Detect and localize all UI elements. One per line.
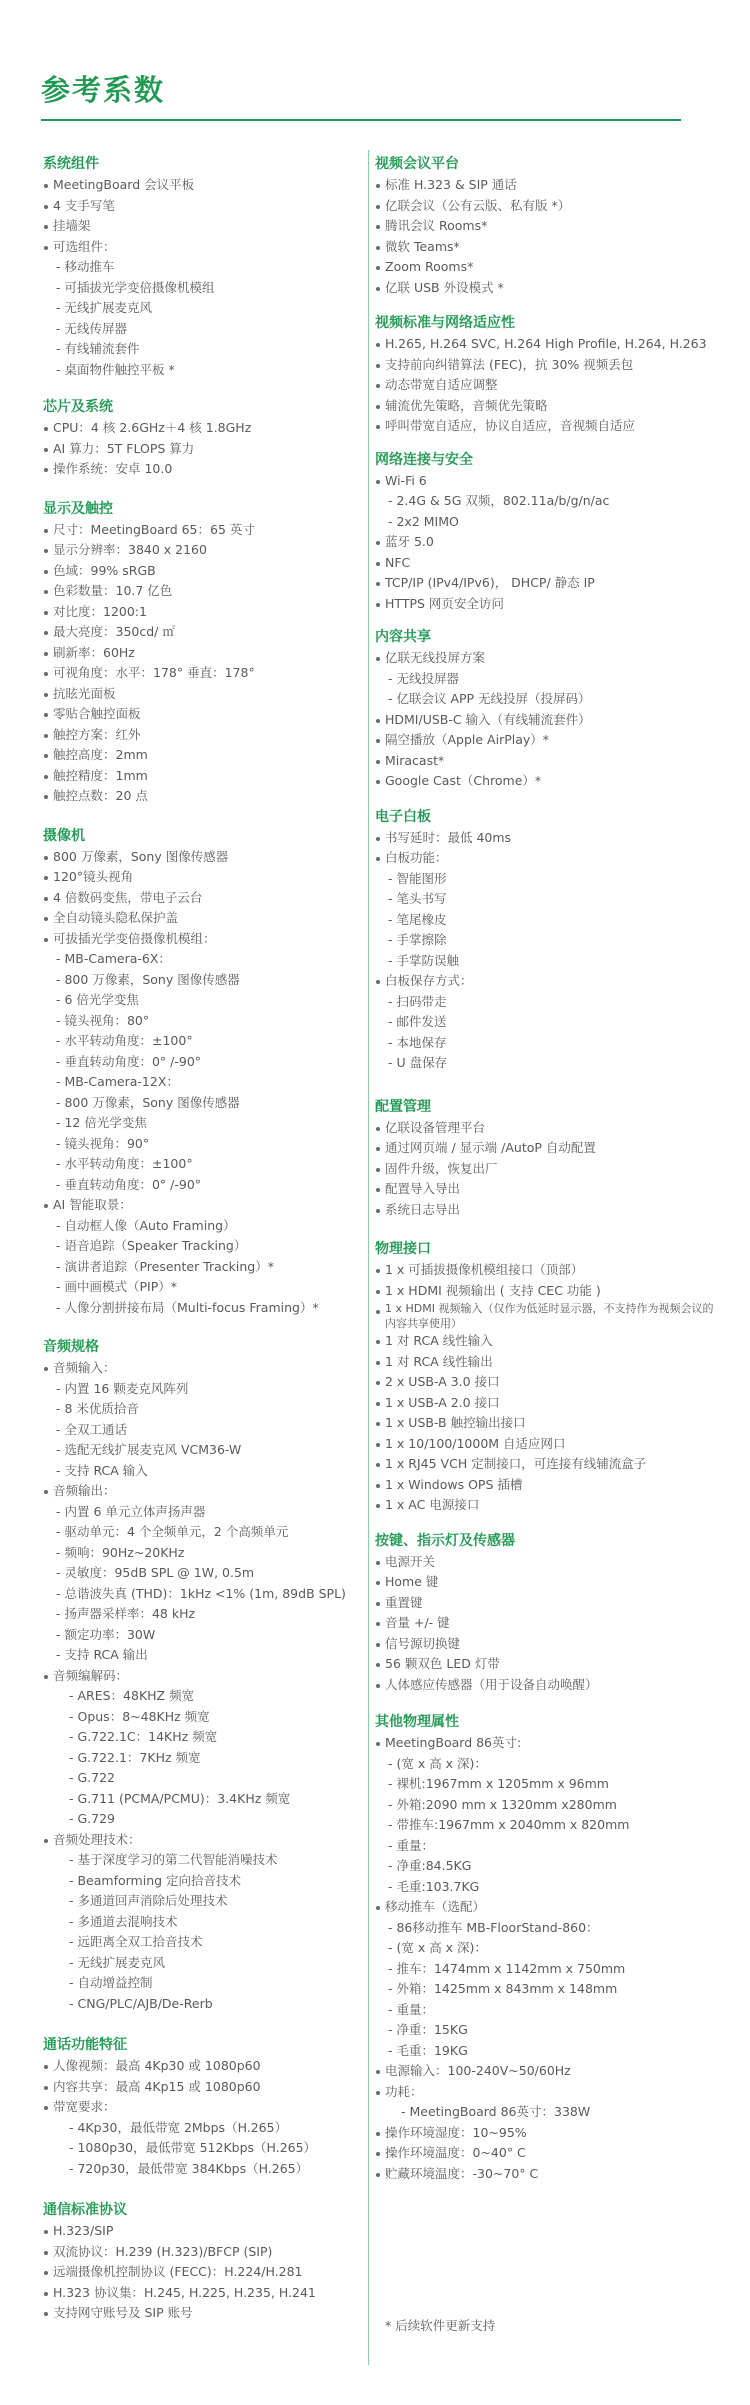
spec-subitem: - 无线传屏器 xyxy=(56,320,127,336)
spec-subitem: - 手掌擦除 xyxy=(388,932,447,947)
spec-item: 2 x USB-A 3.0 接口 xyxy=(375,1372,720,1393)
spec-item: 4 支手写笔 xyxy=(43,196,361,217)
spec-item: 800 万像素，Sony 图像传感器 xyxy=(43,847,361,868)
spec-section xyxy=(375,1532,720,1696)
spec-subitem: - 扫码带走 xyxy=(388,993,447,1009)
spec-subitem: - 人像分割拼接布局（Multi-focus Framing）* xyxy=(56,1299,319,1315)
section-heading: 配置管理 xyxy=(375,1098,431,1115)
spec-item: 120°镜头视角 xyxy=(43,867,361,888)
spec-subitem: - 基于深度学习的第二代智能消噪技术 xyxy=(69,1852,278,1867)
spec-subitem: - 毛重:103.7KG xyxy=(388,1878,480,1894)
spec-subitem: - 800 万像素，Sony 图像传感器 xyxy=(56,1094,240,1110)
spec-item: 挂墙架 xyxy=(43,216,361,237)
spec-item: Wi-Fi 6 xyxy=(375,471,720,492)
footnote: * 后续软件更新支持 xyxy=(385,2318,496,2333)
spec-subitem: - (宽 x 高 x 深)： xyxy=(388,1940,487,1955)
spec-item: 双流协议：H.239 (H.323)/BFCP (SIP) xyxy=(43,2242,361,2263)
spec-item: H.265, H.264 SVC, H.264 High Profile, H.264, H.263 xyxy=(375,334,720,355)
spec-subitem: - CNG/PLC/AJB/De-Rerb xyxy=(69,1995,213,2011)
column-divider xyxy=(368,150,369,2365)
spec-subitem: - G.722.1C：14KHz 频宽 xyxy=(69,1729,218,1744)
spec-item: 动态带宽自适应调整 xyxy=(375,375,720,396)
spec-section xyxy=(375,628,720,792)
spec-section xyxy=(375,1240,720,1516)
spec-item: 人像视频：最高 4Kp30 或 1080p60 xyxy=(43,2056,361,2077)
spec-list xyxy=(375,1118,720,1221)
spec-item: 亿联 USB 外设模式 * xyxy=(375,278,720,299)
spec-item: 标准 H.323 & SIP 通话 xyxy=(375,175,720,196)
spec-subitem: - 镜头视角：80° xyxy=(56,1012,150,1028)
spec-list xyxy=(43,418,361,480)
spec-item: 贮藏环境温度：-30~70° C xyxy=(375,2164,720,2185)
spec-item: 系统日志导出 xyxy=(375,1200,720,1221)
spec-subitem: - 垂直转动角度：0° /-90° xyxy=(56,1053,202,1069)
spec-item: 微软 Teams* xyxy=(375,237,720,258)
spec-subitem: - 选配无线扩展麦克风 VCM36-W xyxy=(56,1442,242,1457)
spec-item: 辅流优先策略，音频优先策略 xyxy=(375,396,720,417)
spec-subitem: - 邮件发送 xyxy=(388,1014,447,1029)
spec-item: 最大亮度：350cd/ ㎡ xyxy=(43,622,361,643)
spec-section xyxy=(43,155,361,380)
spec-section xyxy=(375,451,720,615)
spec-subitem: - 2.4G & 5G 双频，802.11a/b/g/n/ac xyxy=(388,493,610,508)
spec-item: 亿联设备管理平台 xyxy=(375,1118,720,1139)
spec-subitem: - G.729 xyxy=(69,1811,116,1826)
spec-item: Home 键 xyxy=(375,1572,720,1593)
spec-item: 抗眩光面板 xyxy=(43,684,361,705)
section-heading: 物理接口 xyxy=(375,1241,431,1257)
page-title: 参考系数 xyxy=(41,73,166,107)
spec-item: 尺寸：MeetingBoard 65：65 英寸 xyxy=(43,520,361,541)
spec-item: 操作环境湿度：10~95% xyxy=(375,2123,720,2144)
spec-item: 可选组件： xyxy=(43,237,361,258)
spec-item: 书写延时：最低 40ms xyxy=(375,828,720,849)
spec-section xyxy=(43,398,361,480)
spec-subitem: - 自动增益控制 xyxy=(69,1975,153,1990)
spec-item: TCP/IP (IPv4/IPv6)， DHCP/ 静态 IP xyxy=(375,573,720,594)
spec-subitem: - 多通道去混响技术 xyxy=(69,1913,178,1929)
spec-list xyxy=(375,1552,720,1696)
spec-subitem: - 无线扩展麦克风 xyxy=(69,1954,165,1970)
spec-item: MeetingBoard 会议平板 xyxy=(43,175,361,196)
spec-item: 音频处理技术： xyxy=(43,1830,361,1851)
spec-subitem: - 演讲者追踪（Presenter Tracking）* xyxy=(56,1258,274,1274)
spec-list xyxy=(375,471,720,615)
spec-item: 电源开关 xyxy=(375,1552,720,1573)
spec-section xyxy=(375,1713,720,2184)
spec-item: 全自动镜头隐私保护盖 xyxy=(43,908,361,929)
spec-item: 1 x 可插拔摄像机模组接口（顶部） xyxy=(375,1260,720,1281)
spec-item: 触控精度：1mm xyxy=(43,766,361,787)
spec-subitem: - 800 万像素，Sony 图像传感器 xyxy=(56,971,240,987)
spec-item: Miracast* xyxy=(375,751,720,772)
spec-item: 音频输入： xyxy=(43,1358,361,1379)
spec-item: 人体感应传感器（用于设备自动唤醒） xyxy=(375,1675,720,1696)
spec-item: 1 x Windows OPS 插槽 xyxy=(375,1475,720,1496)
spec-subitem: - 水平转动角度：±100° xyxy=(56,1156,193,1171)
spec-item: 音频编解码： xyxy=(43,1666,361,1687)
spec-subitem: - 支持 RCA 输入 xyxy=(56,1462,148,1478)
spec-subitem: - MB-Camera-6X： xyxy=(56,951,171,966)
spec-item: Zoom Rooms* xyxy=(375,257,720,278)
spec-item: 1 x 10/100/1000M 自适应网口 xyxy=(375,1434,720,1455)
spec-item: 触控点数：20 点 xyxy=(43,786,361,807)
spec-section xyxy=(43,827,361,1319)
spec-subitem: - 2x2 MIMO xyxy=(388,513,459,529)
spec-list xyxy=(375,334,720,437)
spec-subitem: - 外箱:2090 mm x 1320mm x280mm xyxy=(388,1796,617,1812)
spec-subitem: - 驱动单元：4 个全频单元，2 个高频单元 xyxy=(56,1524,289,1539)
spec-section xyxy=(375,155,720,298)
spec-subitem: - Beamforming 定向拾音技术 xyxy=(69,1872,242,1888)
spec-item: 对比度：1200:1 xyxy=(43,602,361,623)
spec-subitem: - 灵敏度：95dB SPL @ 1W, 0.5m xyxy=(56,1565,255,1580)
spec-item: 移动推车（选配） xyxy=(375,1897,720,1918)
spec-subitem: - G.711 (PCMA/PCMU)：3.4KHz 频宽 xyxy=(69,1790,291,1806)
spec-item: HDMI/USB-C 输入（有线辅流套件） xyxy=(375,710,720,731)
spec-subitem: - 移动推车 xyxy=(56,259,115,274)
spec-subitem: - U 盘保存 xyxy=(388,1055,448,1070)
spec-section xyxy=(375,314,720,437)
spec-subitem: - 自动框人像（Auto Framing） xyxy=(56,1217,236,1233)
section-heading: 视频标准与网络适应性 xyxy=(375,315,515,331)
section-heading: 电子白板 xyxy=(375,808,431,825)
spec-item: 色域：99% sRGB xyxy=(43,561,361,582)
spec-subitem: - 1080p30，最低带宽 512Kbps（H.265） xyxy=(69,2140,317,2155)
spec-item: 配置导入导出 xyxy=(375,1179,720,1200)
spec-item: 1 对 RCA 线性输出 xyxy=(375,1352,720,1373)
section-heading: 通话功能特征 xyxy=(43,2037,127,2053)
spec-section xyxy=(43,500,361,807)
spec-subitem: - 亿联会议 APP 无线投屏（投屏码） xyxy=(388,691,591,706)
spec-subitem: - 可插拔光学变倍摄像机模组 xyxy=(56,279,215,295)
spec-item: 带宽要求： xyxy=(43,2097,361,2118)
spec-subitem: - (宽 x 高 x 深)： xyxy=(388,1755,487,1771)
spec-item: H.323 协议集：H.245, H.225, H.235, H.241 xyxy=(43,2283,361,2304)
spec-subitem: - ARES：48KHZ 频宽 xyxy=(69,1688,195,1703)
spec-subitem: - 毛重：19KG xyxy=(388,2042,468,2058)
spec-item: 音频输出： xyxy=(43,1481,361,1502)
spec-item: Google Cast（Chrome）* xyxy=(375,771,720,792)
spec-item: 4 倍数码变焦，带电子云台 xyxy=(43,888,361,909)
section-heading: 芯片及系统 xyxy=(43,399,113,415)
spec-item: CPU：4 核 2.6GHz＋4 核 1.8GHz xyxy=(43,418,361,439)
spec-item: 腾讯会议 Rooms* xyxy=(375,216,720,237)
right-column xyxy=(375,155,720,2184)
spec-subitem: - 多通道回声消除后处理技术 xyxy=(69,1893,228,1908)
spec-subitem: - G.722.1：7KHz 频宽 xyxy=(69,1749,201,1765)
spec-item: 操作系统：安卓 10.0 xyxy=(43,459,361,480)
spec-item: 蓝牙 5.0 xyxy=(375,532,720,553)
spec-subitem: - 带推车:1967mm x 2040mm x 820mm xyxy=(388,1817,630,1832)
section-heading: 按键、指示灯及传感器 xyxy=(375,1532,515,1549)
spec-subitem: - G.722 xyxy=(69,1770,116,1785)
spec-item: 零贴合触控面板 xyxy=(43,704,361,725)
spec-subitem: - 远距离全双工拾音技术 xyxy=(69,1934,203,1949)
spec-subitem: - 手掌防误触 xyxy=(388,952,459,968)
spec-subitem: - 全双工通话 xyxy=(56,1421,127,1437)
spec-subitem: - 额定功率：30W xyxy=(56,1626,156,1642)
spec-subitem: - Opus：8~48KHz 频宽 xyxy=(69,1708,210,1724)
spec-subitem: - 6 倍光学变焦 xyxy=(56,992,139,1007)
section-heading: 其他物理属性 xyxy=(375,1714,459,1730)
spec-subitem: - 裸机:1967mm x 1205mm x 96mm xyxy=(388,1776,609,1791)
spec-subitem: - 内置 16 颗麦克风阵列 xyxy=(56,1380,189,1396)
spec-item: NFC xyxy=(375,553,720,574)
spec-subitem: - 有线辅流套件 xyxy=(56,341,140,356)
spec-item: 1 x USB-A 2.0 接口 xyxy=(375,1393,720,1414)
spec-item: 可视角度：水平：178° 垂直：178° xyxy=(43,663,361,684)
spec-section xyxy=(43,1338,361,2014)
spec-subitem: - MeetingBoard 86英寸：338W xyxy=(401,2104,591,2119)
spec-subitem: - 内置 6 单元立体声扬声器 xyxy=(56,1503,206,1519)
spec-subitem: - 重量： xyxy=(388,1837,434,1853)
spec-item: 色彩数量：10.7 亿色 xyxy=(43,581,361,602)
spec-item: 功耗： xyxy=(375,2082,720,2103)
spec-list xyxy=(375,175,720,298)
spec-list xyxy=(43,2056,361,2179)
spec-item: 通过网页端 / 显示端 /AutoP 自动配置 xyxy=(375,1138,720,1159)
spec-list xyxy=(43,847,361,1319)
spec-item: HTTPS 网页安全访问 xyxy=(375,594,720,615)
spec-subitem: - 无线投屏器 xyxy=(388,670,459,686)
spec-subitem: - 本地保存 xyxy=(388,1034,447,1050)
spec-item: MeetingBoard 86英寸: xyxy=(375,1733,720,1754)
spec-subitem: - 垂直转动角度：0° /-90° xyxy=(56,1176,202,1192)
spec-subitem: - 支持 RCA 输出 xyxy=(56,1647,148,1662)
spec-subitem: - 镜头视角：90° xyxy=(56,1135,150,1151)
spec-item: 1 x HDMI 视频输入（仅作为低延时显示器，不支持作为视频会议的内容共享使用） xyxy=(375,1301,720,1331)
spec-item: 触控方案：红外 xyxy=(43,725,361,746)
spec-subitem: - 无线扩展麦克风 xyxy=(56,300,152,315)
spec-item: 56 颗双色 LED 灯带 xyxy=(375,1654,720,1675)
spec-subitem: - 智能图形 xyxy=(388,870,447,886)
spec-item: 操作环境温度：0~40° C xyxy=(375,2143,720,2164)
spec-item: 支持前向纠错算法 (FEC)，抗 30% 视频丢包 xyxy=(375,355,720,376)
spec-item: 1 x HDMI 视频输出 ( 支持 CEC 功能 ) xyxy=(375,1281,720,1302)
spec-item: 白板保存方式： xyxy=(375,971,720,992)
section-heading: 摄像机 xyxy=(43,827,85,844)
spec-item: 支持网守账号及 SIP 账号 xyxy=(43,2303,361,2324)
spec-item: 远端摄像机控制协议 (FECC)：H.224/H.281 xyxy=(43,2262,361,2283)
spec-list xyxy=(43,520,361,807)
spec-subitem: - 720p30，最低带宽 384Kbps（H.265） xyxy=(69,2160,309,2176)
spec-item: 1 x RJ45 VCH 定制接口，可连接有线辅流盒子 xyxy=(375,1454,720,1475)
spec-item: 白板功能： xyxy=(375,848,720,869)
spec-item: 可拔插光学变倍摄像机模组： xyxy=(43,929,361,950)
spec-section xyxy=(43,2036,361,2179)
spec-list xyxy=(375,648,720,792)
spec-item: 显示分辨率：3840 x 2160 xyxy=(43,540,361,561)
spec-subitem: - 推车：1474mm x 1142mm x 750mm xyxy=(388,1960,626,1976)
spec-subitem: - 4Kp30，最低带宽 2Mbps（H.265） xyxy=(69,2119,288,2135)
spec-item: 刷新率：60Hz xyxy=(43,643,361,664)
spec-list xyxy=(43,175,361,380)
spec-item: H.323/SIP xyxy=(43,2221,361,2242)
spec-subitem: - 净重：15KG xyxy=(388,2022,468,2037)
spec-list xyxy=(43,1358,361,2014)
section-heading: 通信标准协议 xyxy=(43,2202,127,2218)
section-heading: 系统组件 xyxy=(43,156,99,172)
spec-subitem: - MB-Camera-12X： xyxy=(56,1074,179,1089)
spec-list xyxy=(375,828,720,1074)
spec-subitem: - 86移动推车 MB-FloorStand-860： xyxy=(388,1919,599,1935)
spec-list xyxy=(375,1733,720,2184)
spec-item: 重置键 xyxy=(375,1593,720,1614)
spec-item: 触控高度：2mm xyxy=(43,745,361,766)
spec-item: 电源输入：100-240V~50/60Hz xyxy=(375,2061,720,2082)
spec-subitem: - 桌面物件触控平板 * xyxy=(56,361,175,377)
spec-subitem: - 12 倍光学变焦 xyxy=(56,1115,147,1130)
spec-item: 呼叫带宽自适应，协议自适应，音视频自适应 xyxy=(375,416,720,437)
title-underline xyxy=(41,119,681,121)
section-heading: 显示及触控 xyxy=(43,500,113,517)
spec-subitem: - 水平转动角度：±100° xyxy=(56,1033,193,1048)
spec-item: 1 x USB-B 触控输出接口 xyxy=(375,1413,720,1434)
spec-subitem: - 总谐波失真 (THD)：1kHz <1% (1m, 89dB SPL) xyxy=(56,1585,346,1601)
spec-item: 信号源切换键 xyxy=(375,1634,720,1655)
spec-item: 内容共享：最高 4Kp15 或 1080p60 xyxy=(43,2077,361,2098)
spec-list xyxy=(43,2221,361,2324)
spec-subitem: - 净重:84.5KG xyxy=(388,1858,472,1873)
spec-subitem: - 外箱：1425mm x 843mm x 148mm xyxy=(388,1981,618,1996)
spec-subitem: - 画中画模式（PIP）* xyxy=(56,1279,177,1294)
spec-list xyxy=(375,1260,720,1516)
spec-subitem: - 语音追踪（Speaker Tracking） xyxy=(56,1238,247,1253)
spec-subitem: - 扬声器采样率：48 kHz xyxy=(56,1606,196,1621)
spec-item: 亿联无线投屏方案 xyxy=(375,648,720,669)
spec-item: 1 x AC 电源接口 xyxy=(375,1495,720,1516)
section-heading: 网络连接与安全 xyxy=(375,451,473,468)
spec-item: AI 智能取景： xyxy=(43,1195,361,1216)
spec-item: AI 算力：5T FLOPS 算力 xyxy=(43,439,361,460)
spec-item: 1 对 RCA 线性输入 xyxy=(375,1331,720,1352)
spec-subitem: - 笔头书写 xyxy=(388,891,447,906)
spec-subitem: - 8 米优质拾音 xyxy=(56,1401,139,1416)
spec-subitem: - 笔尾橡皮 xyxy=(388,911,447,927)
left-column xyxy=(43,155,361,2324)
section-heading: 内容共享 xyxy=(375,629,431,645)
spec-item: 隔空播放（Apple AirPlay）* xyxy=(375,730,720,751)
spec-item: 亿联会议（公有云版、私有版 *） xyxy=(375,196,720,217)
spec-section xyxy=(375,808,720,1074)
section-heading: 视频会议平台 xyxy=(375,156,459,172)
section-heading: 音频规格 xyxy=(43,1339,99,1355)
spec-subitem: - 频响：90Hz~20KHz xyxy=(56,1544,185,1560)
spec-section xyxy=(375,1098,720,1221)
spec-item: 固件升级，恢复出厂 xyxy=(375,1159,720,1180)
spec-subitem: - 重量： xyxy=(388,2001,434,2017)
spec-section xyxy=(43,2201,361,2324)
spec-item: 音量 +/- 键 xyxy=(375,1613,720,1634)
